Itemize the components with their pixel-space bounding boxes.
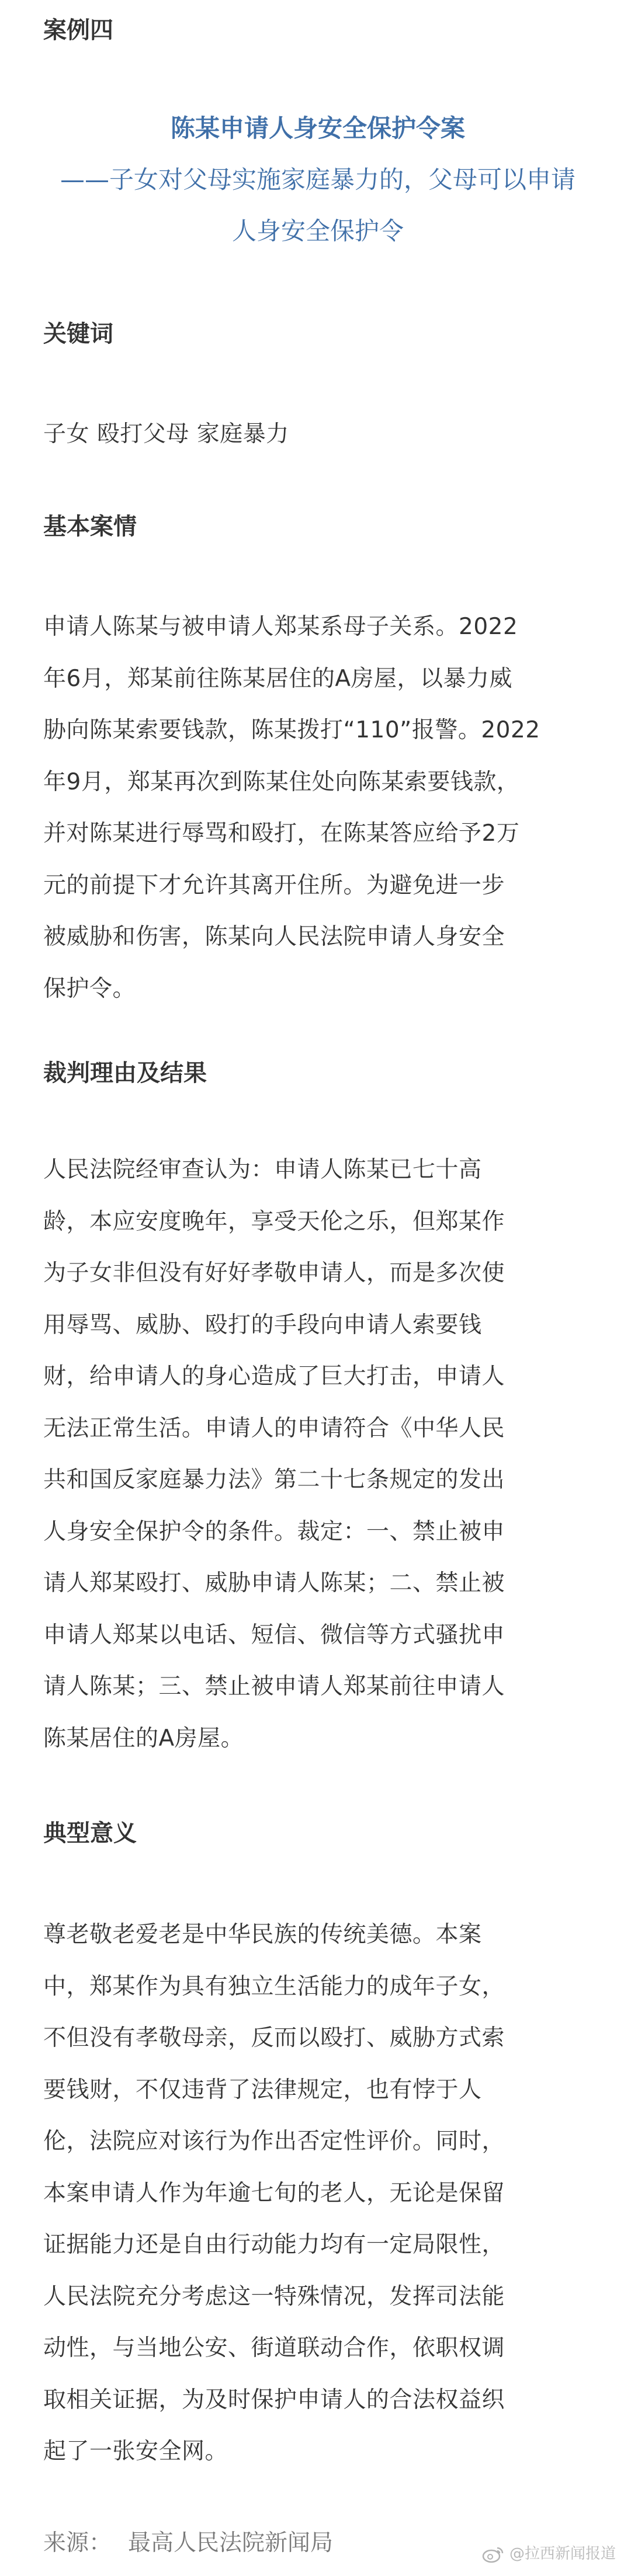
judgment-paragraph [43, 1144, 589, 1764]
watermark [481, 2542, 616, 2565]
facts-paragraph [43, 601, 589, 1015]
case-label: 案例四 [43, 17, 113, 44]
facts-heading: 基本案情 [43, 513, 137, 540]
judgment-line: 为子女非但没有好好孝敬申请人，而是多次使 [43, 1260, 505, 1286]
source-label: 来源： [43, 2530, 112, 2556]
significance-line: 证据能力还是自由行动能力均有一定局限性， [43, 2232, 505, 2258]
judgment-line: 申请人郑某以电话、短信、微信等方式骚扰申 [43, 1621, 505, 1648]
case-title: 陈某申请人身安全保护令案 [170, 114, 465, 142]
title-block [43, 103, 592, 257]
weibo-logo-icon [481, 2544, 505, 2563]
keywords-text [43, 409, 589, 461]
facts-line: 元的前提下才允许其离开住所。为避免进一步 [43, 872, 505, 899]
significance-line: 中，郑某作为具有独立生活能力的成年子女， [43, 1973, 505, 2000]
significance-line: 尊老敬老爱老是中华民族的传统美德。本案 [43, 1921, 482, 1948]
judgment-line: 请人陈某；三、禁止被申请人郑某前往申请人 [43, 1673, 505, 1700]
facts-line: 胁向陈某索要钱款，陈某拨打“110”报警。2022 [43, 717, 540, 743]
judgment-line: 财，给申请人的身心造成了巨大打击，申请人 [43, 1363, 505, 1390]
significance-line: 人民法院充分考虑这一特殊情况，发挥司法能 [43, 2283, 505, 2310]
judgment-line: 人民法院经审查认为：申请人陈某已七十高 [43, 1157, 482, 1183]
significance-line: 伦，法院应对该行为作出否定性评价。同时， [43, 2128, 505, 2154]
judgment-line: 龄，本应安度晚年，享受天伦之乐，但郑某作 [43, 1208, 505, 1235]
judgment-line: 共和国反家庭暴力法》第二十七条规定的发出 [43, 1467, 505, 1493]
case-subtitle-line-2: 人身安全保护令 [231, 217, 404, 245]
judgment-line: 用辱骂、威胁、殴打的手段向申请人索要钱 [43, 1311, 482, 1338]
significance-line: 要钱财，不仅违背了法律规定，也有悖于人 [43, 2076, 482, 2103]
facts-line: 年9月，郑某再次到陈某住处向陈某索要钱款， [43, 768, 520, 795]
significance-paragraph [43, 1909, 589, 2478]
facts-line: 并对陈某进行辱骂和殴打，在陈某答应给予2万 [43, 820, 520, 847]
significance-heading: 典型意义 [43, 1820, 137, 1847]
judgment-line: 人身安全保护令的条件。裁定：一、禁止被申 [43, 1518, 505, 1545]
facts-line: 保护令。 [43, 975, 136, 1002]
case-subtitle-line-1: ——子女对父母实施家庭暴力的，父母可以申请 [60, 165, 575, 194]
judgment-heading: 裁判理由及结果 [43, 1060, 207, 1087]
keywords-heading: 关键词 [43, 321, 113, 347]
significance-line: 动性，与当地公安、街道联动合作，依职权调 [43, 2335, 505, 2361]
watermark-text: @拉西新闻报道 [509, 2545, 616, 2563]
source-line [43, 2526, 333, 2561]
judgment-line: 无法正常生活。申请人的申请符合《中华人民 [43, 1415, 505, 1442]
significance-line: 本案申请人作为年逾七旬的老人，无论是保留 [43, 2180, 505, 2206]
keywords-line: 子女 殴打父母 家庭暴力 [43, 421, 289, 447]
source-value: 最高人民法院新闻局 [128, 2530, 334, 2556]
judgment-line: 陈某居住的A房屋。 [43, 1725, 244, 1752]
facts-line: 年6月，郑某前往陈某居住的A房屋，以暴力威 [43, 665, 512, 692]
facts-line: 被威胁和伤害，陈某向人民法院申请人身安全 [43, 924, 505, 950]
judgment-line: 请人郑某殴打、威胁申请人陈某；二、禁止被 [43, 1570, 505, 1596]
facts-line: 申请人陈某与被申请人郑某系母子关系。2022 [43, 614, 518, 640]
significance-line: 不但没有孝敬母亲，反而以殴打、威胁方式索 [43, 2025, 505, 2051]
significance-line: 起了一张安全网。 [43, 2438, 228, 2464]
significance-line: 取相关证据，为及时保护申请人的合法权益织 [43, 2386, 505, 2413]
